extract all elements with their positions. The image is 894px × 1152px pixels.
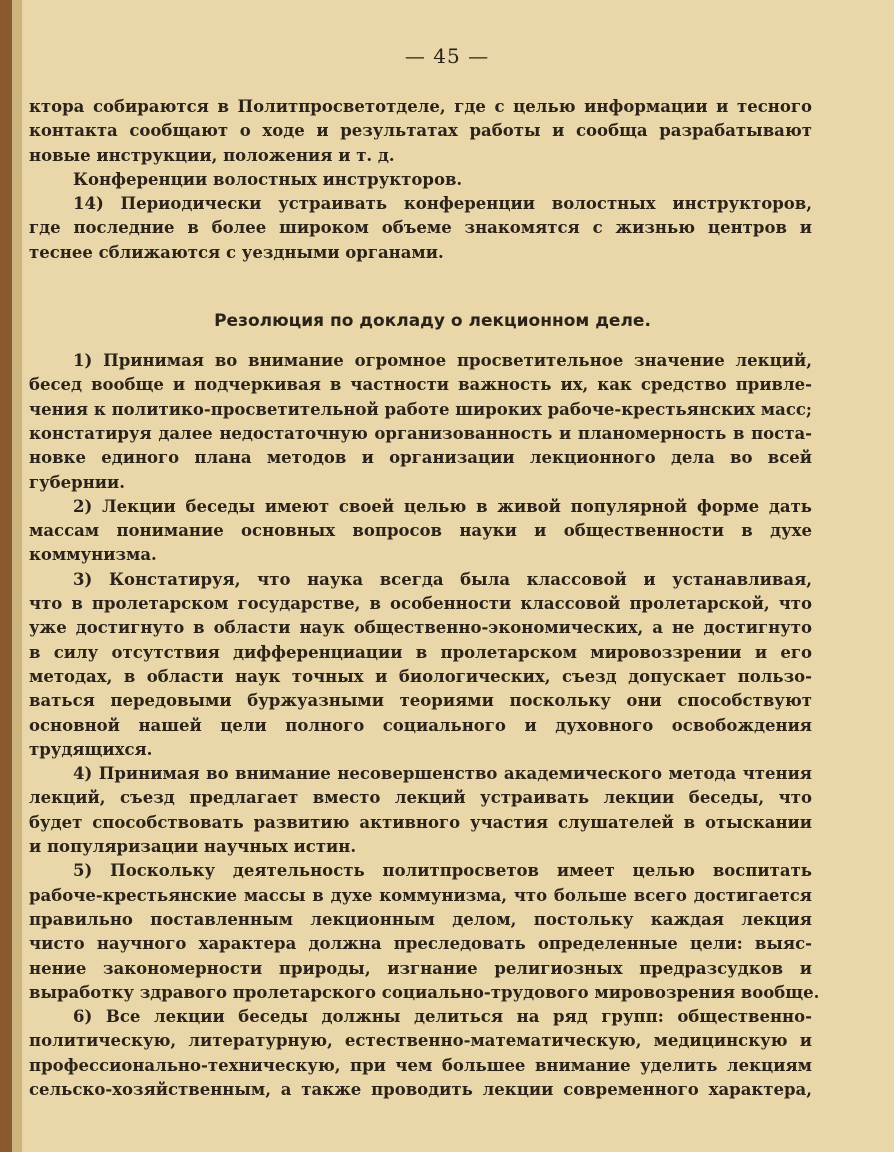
intro-paragraph [29,95,812,168]
text-line: ктора собираются в Политпросветотделе, где с целью информации и тесного [29,97,812,116]
text-line: 1) Принимая во внимание огромное просветительное значение лекций, [73,351,812,371]
text-line: сельско-хозяйственным, а также проводить лекции современного характера, [29,1079,812,1099]
text-line: методах, в области наук точных и биологических, съезд допускает пользо- [29,666,812,686]
text-line: новке единого плана методов и организации лекционного дела во всей [29,448,812,468]
text-line: чисто научного характера должна преследовать определенные цели: выяс- [29,934,812,954]
item-6 [29,1005,812,1102]
item-4 [29,762,812,859]
text-line: 14) Периодически устраивать конференции волостных инструкторов, [73,194,812,214]
text-line: рабоче-крестьянские массы в духе коммунизма, что больше всего достигается [29,885,812,905]
text-line: ваться передовыми буржуазными теориями поскольку они способствуют [29,691,812,711]
conference-title: Конференции волостных инструкторов. [73,169,463,189]
text-line: нение закономерности природы, изгнание религиозных предразсудков и [29,958,812,978]
text-line: бесед вообще и подчеркивая в частности важность их, как средство привле- [29,375,812,395]
text-line: 6) Все лекции беседы должны делиться на ряд групп: общественно- [73,1007,812,1027]
text-line: в силу отсутствия дифференциации в пролетарском мировоззрении и его [29,642,812,662]
text-line: чения к политико-просветительной работе широких рабоче-крестьянских масс; [29,399,812,419]
text-line: коммунизма. [29,545,157,565]
book-spine [0,0,12,1152]
item-1 [29,349,812,495]
page-body [29,95,820,1102]
text-line: где последние в более широком объеме знакомятся с жизнью центров и [29,218,812,238]
text-line: правильно поставленным лекционным делом, постольку каждая лекция [29,909,812,929]
text-line: 3) Констатируя, что наука всегда была классовой и устанавливая, [73,569,812,589]
text-line: трудящихся. [29,739,153,759]
text-line: контакта сообщают о ходе и результатах работы и сообща разрабатывают [29,121,812,141]
text-line: будет способствовать развитию активного участия слушателей в отыскании [29,812,812,832]
text-line: профессионально-техническую, при чем большее внимание уделить лекциям [29,1055,812,1075]
section-heading: Резолюция по докладу о лекционном деле. [214,311,651,332]
item-14 [29,192,812,265]
text-line: 5) Поскольку деятельность политпросветов имеет целью воспитать [73,861,812,881]
text-line: основной нашей цели полного социального и духовного освобождения [29,715,812,735]
item-3 [29,568,812,762]
text-line: политическую, литературную, естественно-математическую, медицинскую и [29,1031,812,1051]
text-line: что в пролетарском государстве, в особенности классовой пролетарской, что [29,594,812,614]
text-line: теснее сближаются с уездными органами. [29,242,444,262]
item-2 [29,495,812,568]
text-line: и популяризации научных истин. [29,837,357,857]
text-line: новые инструкции, положения и т. д. [29,145,395,165]
text-line: 4) Принимая во внимание несовершенство академического метода чтения [73,764,812,784]
item-5 [29,859,820,1005]
text-line: массам понимание основных вопросов науки и общественности в духе [29,521,812,541]
text-line: 2) Лекции беседы имеют своей целью в живой популярной форме дать [73,496,812,516]
text-line: констатируя далее недостаточную организованность и планомерность в поста- [29,423,812,443]
text-line: уже достигнуто в области наук общественно-экономических, а не достигнуто [29,618,812,638]
spine-shadow [12,0,22,1152]
text-line: лекций, съезд предлагает вместо лекций устраивать лекции беседы, что [29,788,812,808]
text-line: губернии. [29,472,126,492]
text-line: выработку здравого пролетарского социально-трудового мировозрения вообще. [29,982,820,1002]
page-number: — 45 — [404,44,490,68]
